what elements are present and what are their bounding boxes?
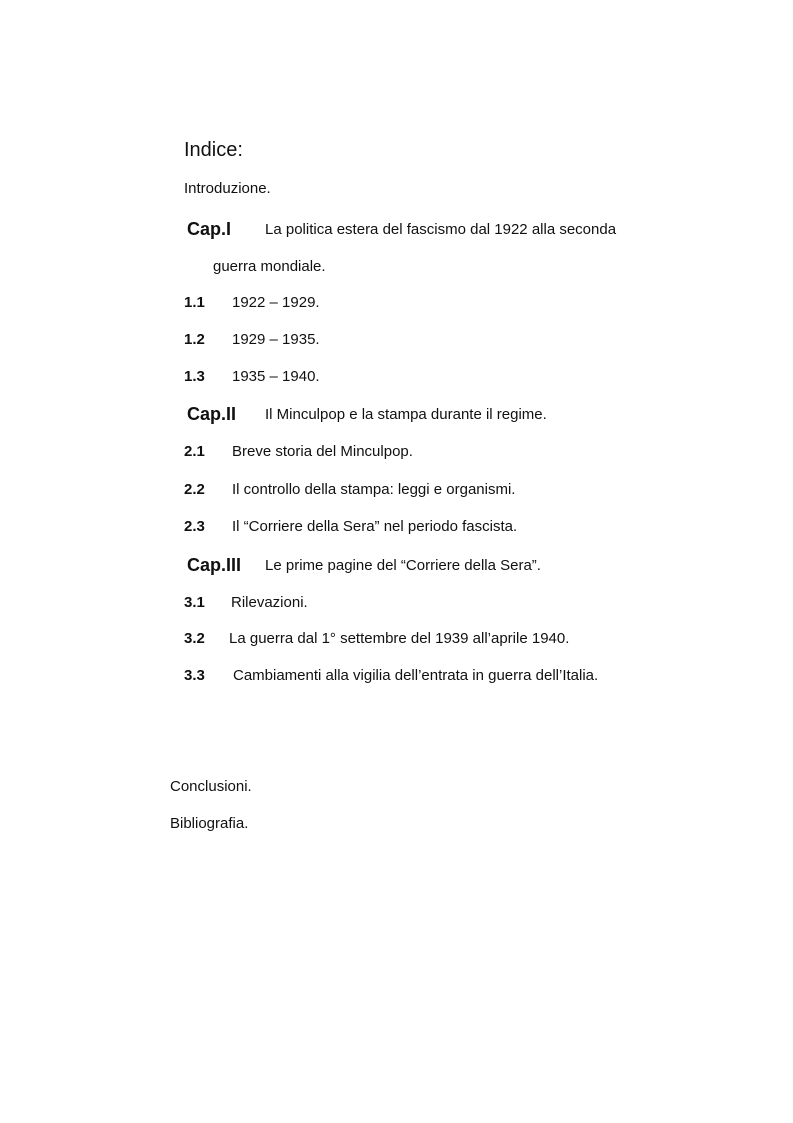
section-number: 3.1 — [184, 594, 205, 611]
chapter-3-title: Le prime pagine del “Corriere della Sera”. — [265, 557, 541, 574]
toc-conclusions: Conclusioni. — [170, 778, 252, 795]
section-title: La guerra dal 1° settembre del 1939 all’aprile 1940. — [229, 630, 570, 647]
section-title: 1935 – 1940. — [232, 368, 320, 385]
section-title: Cambiamenti alla vigilia dell’entrata in guerra dell’Italia. — [233, 667, 599, 684]
chapter-1-title: La politica estera del fascismo dal 1922 alla seconda — [265, 221, 617, 238]
section-number: 2.3 — [184, 518, 205, 535]
toc-bibliography: Bibliografia. — [170, 815, 249, 832]
chapter-3-label: Cap.III — [187, 555, 242, 575]
section-title: Rilevazioni. — [231, 594, 308, 611]
chapter-1-title-continued: guerra mondiale. — [213, 258, 326, 275]
chapter-1-label: Cap.I — [187, 219, 232, 239]
section-title: 1922 – 1929. — [232, 294, 320, 311]
toc-introduction: Introduzione. — [184, 180, 271, 197]
chapter-2-label: Cap.II — [187, 404, 237, 424]
section-title: 1929 – 1935. — [232, 331, 320, 348]
section-number: 2.2 — [184, 481, 205, 498]
chapter-2-title: Il Minculpop e la stampa durante il regime. — [265, 406, 547, 423]
section-title: Il controllo della stampa: leggi e organismi. — [232, 481, 516, 498]
section-number: 2.1 — [184, 443, 205, 460]
section-number: 3.3 — [184, 667, 205, 684]
section-number: 1.3 — [184, 368, 205, 385]
section-number: 3.2 — [184, 630, 205, 647]
section-number: 1.2 — [184, 331, 205, 348]
section-title: Breve storia del Minculpop. — [232, 443, 413, 460]
toc-title: Indice: — [184, 139, 243, 161]
section-title: Il “Corriere della Sera” nel periodo fascista. — [232, 518, 518, 535]
section-number: 1.1 — [184, 294, 205, 311]
